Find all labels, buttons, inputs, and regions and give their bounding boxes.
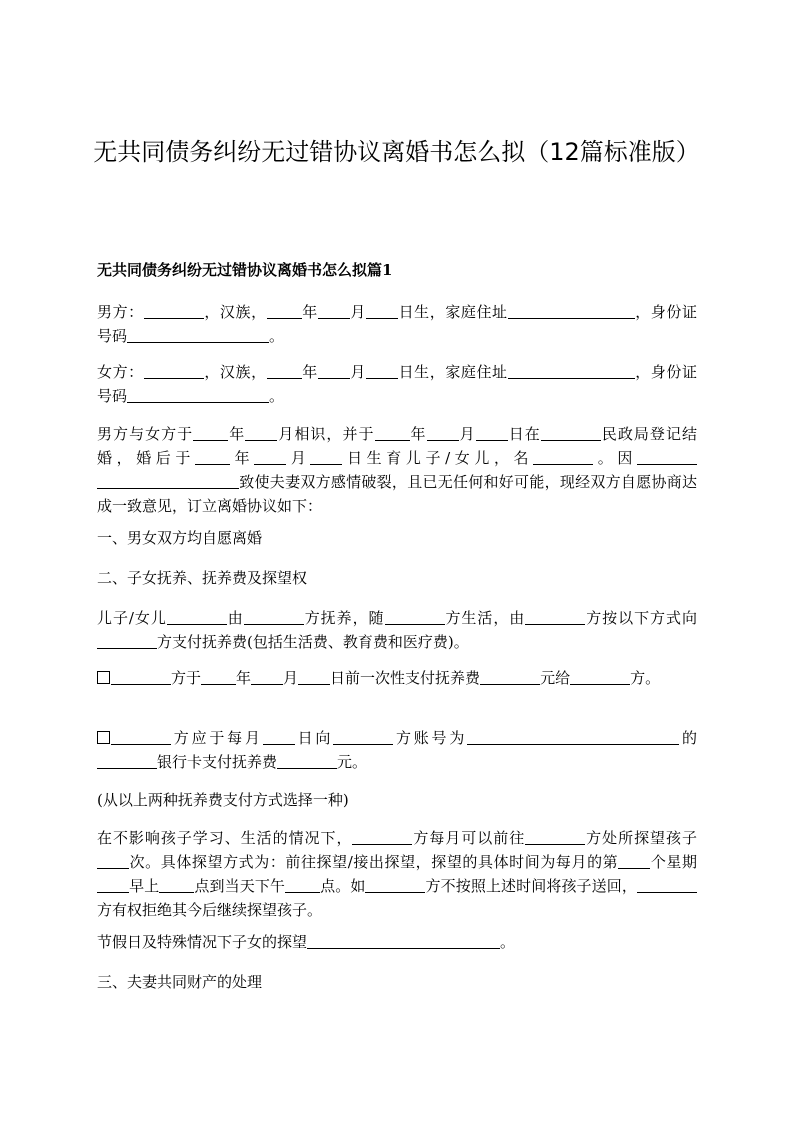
husband-paragraph: 男方： ，汉族， 年 月 日生，家庭住址 ，身份证号码 。 xyxy=(97,303,697,345)
month-blank[interactable] xyxy=(318,302,350,319)
child-name-blank[interactable] xyxy=(533,448,593,465)
address-blank[interactable] xyxy=(508,362,635,379)
clause-2: 二、子女抚养、抚养费及探望权 xyxy=(97,569,308,587)
clause-1: 一、男女双方均自愿离婚 xyxy=(97,529,263,547)
id-number-blank[interactable] xyxy=(127,386,269,403)
party-blank[interactable] xyxy=(570,668,630,685)
hour-blank[interactable] xyxy=(285,876,320,893)
visitation-paragraph: 在不影响孩子学习、生活的情况下， 方每月可以前往 方处所探望孩子次。具体探望方式为：前往探望/接出探望，探望的具体时间为每月的第 个星期早上 点到当天下午 点。如 方不按照上述时间将孩子送回，方有权拒绝其今后继续探望孩子。 xyxy=(97,829,697,919)
party-blank[interactable] xyxy=(385,608,445,625)
document-title: 无共同债务纠纷无过错协议离婚书怎么拟（12篇标准版） xyxy=(93,138,700,166)
party-blank[interactable] xyxy=(244,608,304,625)
monthly-option: 方应于每月 日向 方账号为 的银行卡支付抚养费 元。 xyxy=(97,726,697,774)
party-blank[interactable] xyxy=(637,876,697,893)
holiday-blank[interactable] xyxy=(307,932,500,949)
child-blank[interactable] xyxy=(167,608,227,625)
day-blank[interactable] xyxy=(366,302,398,319)
party-blank[interactable] xyxy=(525,608,585,625)
hour-blank[interactable] xyxy=(159,876,194,893)
day-blank[interactable] xyxy=(310,448,342,465)
month-blank[interactable] xyxy=(245,424,277,441)
month-blank[interactable] xyxy=(427,424,459,441)
wife-paragraph: 女方： ，汉族， 年 月 日生，家庭住址 ，身份证号码 。 xyxy=(97,363,697,405)
day-blank[interactable] xyxy=(298,668,330,685)
account-blank[interactable] xyxy=(467,728,679,745)
party-blank[interactable] xyxy=(111,728,171,745)
holiday-paragraph: 节假日及特殊情况下子女的探望 。 xyxy=(97,933,516,951)
weekday-blank[interactable] xyxy=(97,876,129,893)
month-blank[interactable] xyxy=(254,448,286,465)
name-blank[interactable] xyxy=(144,302,204,319)
reason-blank-2[interactable] xyxy=(97,472,239,489)
checkbox[interactable] xyxy=(97,731,110,744)
party-blank[interactable] xyxy=(97,632,157,649)
year-blank[interactable] xyxy=(267,362,302,379)
section-title: 无共同债务纠纷无过错协议离婚书怎么拟篇1 xyxy=(97,261,393,279)
clause-3: 三、夫妻共同财产的处理 xyxy=(97,973,263,991)
id-number-blank[interactable] xyxy=(127,326,269,343)
week-blank[interactable] xyxy=(618,852,650,869)
checkbox[interactable] xyxy=(97,671,110,684)
day-blank[interactable] xyxy=(263,728,295,745)
month-blank[interactable] xyxy=(251,668,283,685)
custody-paragraph: 儿子/女儿 由 方抚养，随 方生活，由 方按以下方式向方支付抚养费(包括生活费、教育费和医疗费)。 xyxy=(97,609,697,651)
month-blank[interactable] xyxy=(318,362,350,379)
amount-blank[interactable] xyxy=(480,668,540,685)
bureau-blank[interactable] xyxy=(541,424,601,441)
year-blank[interactable] xyxy=(195,448,230,465)
marriage-paragraph: 男方与女方于 年 月相识，并于 年 月 日在 民政局登记结婚，婚后于 年 月 日生育儿子/女儿，名 。因致使夫妻双方感情破裂，且已无任何和好可能，现经双方自愿协商达成一致意见，订立离婚协议如下： xyxy=(97,425,697,515)
party-blank[interactable] xyxy=(111,668,171,685)
year-blank[interactable] xyxy=(375,424,410,441)
party-blank[interactable] xyxy=(352,828,412,845)
day-blank[interactable] xyxy=(476,424,508,441)
payment-note: (从以上两种抚养费支付方式选择一种) xyxy=(97,791,349,809)
day-blank[interactable] xyxy=(366,362,398,379)
party-blank[interactable] xyxy=(365,876,425,893)
count-blank[interactable] xyxy=(97,852,129,869)
party-blank[interactable] xyxy=(525,828,585,845)
amount-blank[interactable] xyxy=(277,752,337,769)
lump-sum-option: 方于 年 月 日前一次性支付抚养费 元给 方。 xyxy=(97,666,697,690)
name-blank[interactable] xyxy=(144,362,204,379)
year-blank[interactable] xyxy=(267,302,302,319)
party-blank[interactable] xyxy=(333,728,393,745)
year-blank[interactable] xyxy=(193,424,228,441)
reason-blank[interactable] xyxy=(637,448,697,465)
year-blank[interactable] xyxy=(201,668,236,685)
address-blank[interactable] xyxy=(508,302,635,319)
bank-blank[interactable] xyxy=(97,752,157,769)
